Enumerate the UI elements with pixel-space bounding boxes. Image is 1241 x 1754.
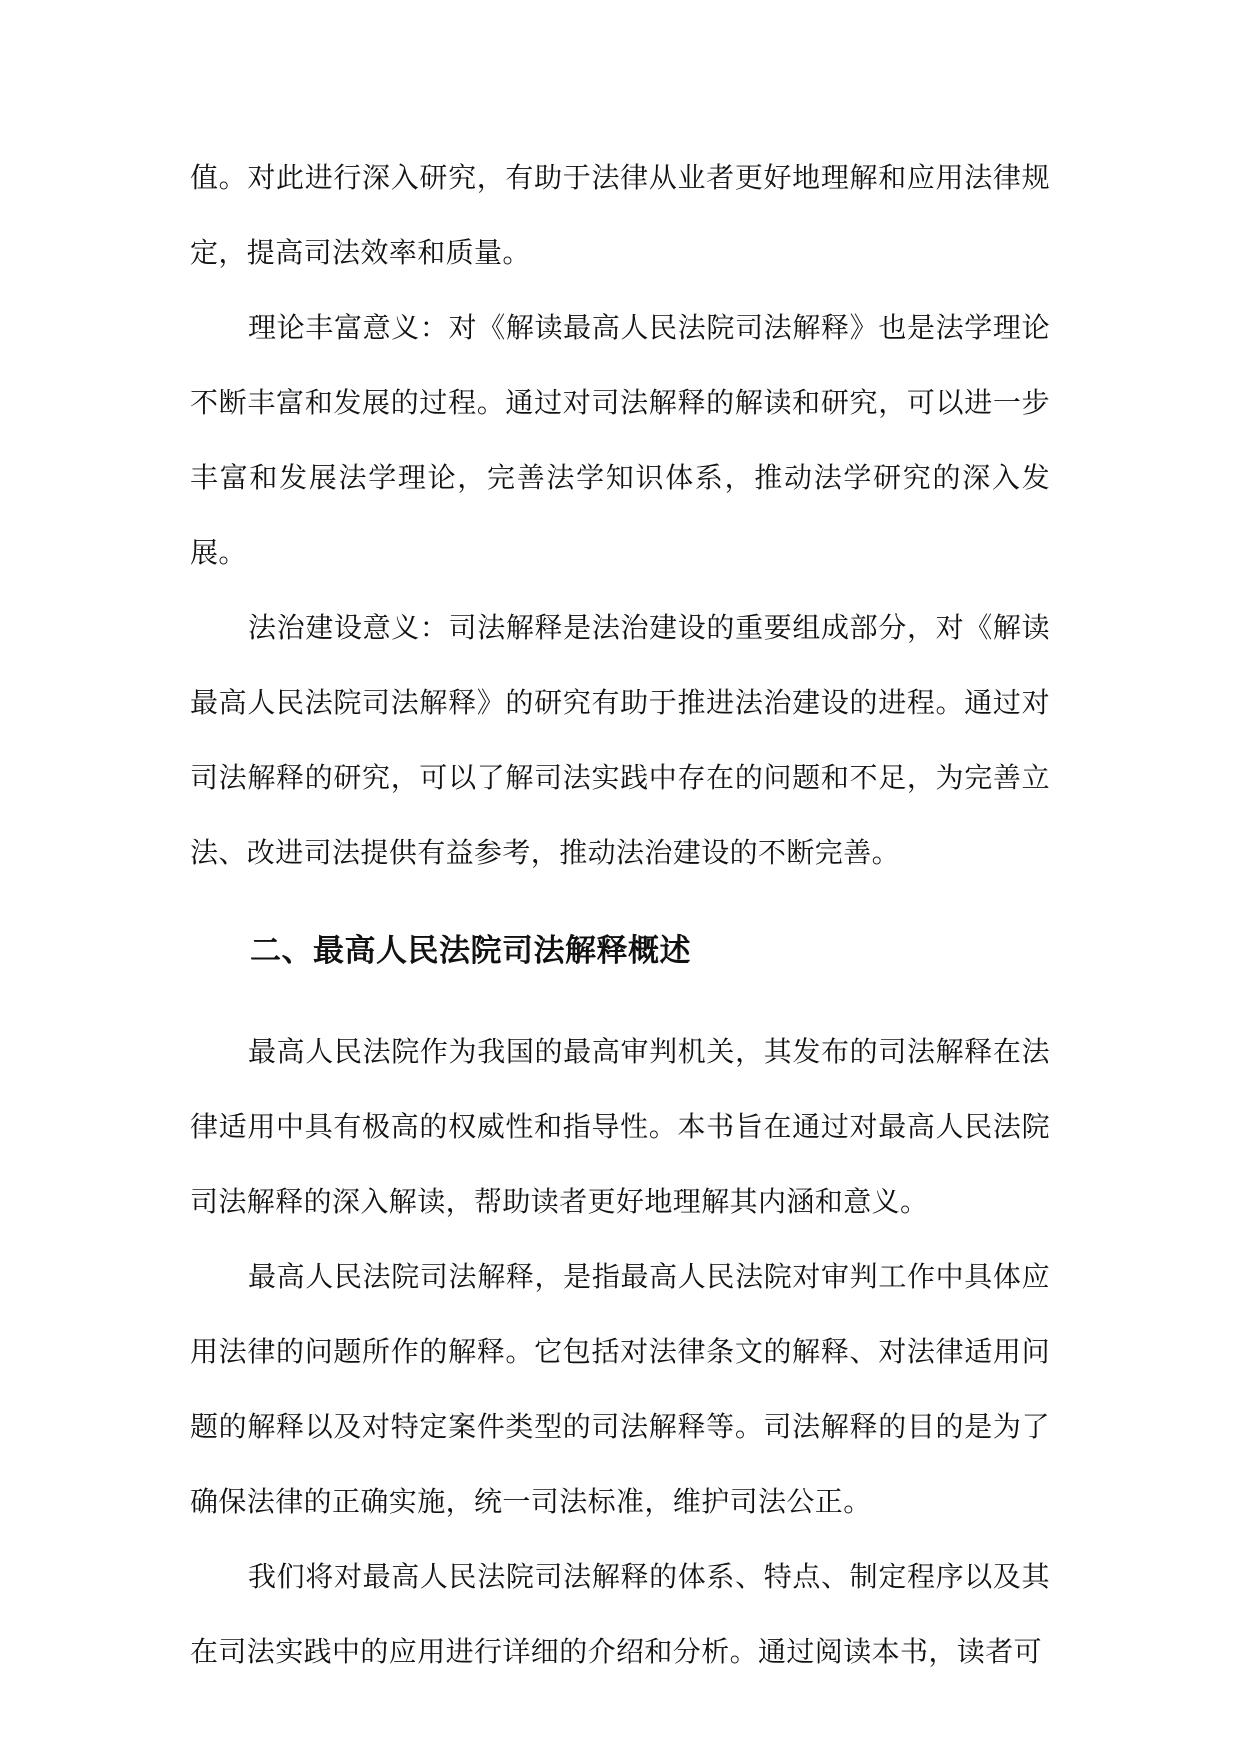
document-body bbox=[190, 140, 1050, 1689]
paragraph-book-overview: 我们将对最高人民法院司法解释的体系、特点、制定程序以及其在司法实践中的应用进行详细的介绍和分析。通过阅读本书，读者可 bbox=[190, 1560, 1050, 1668]
paragraph-rule-of-law-significance: 法治建设意义：司法解释是法治建设的重要组成部分，对《解读最高人民法院司法解释》的研究有助于推进法治建设的进程。通过对司法解释的研究，可以了解司法实践中存在的问题和不足，为完善立法、改进司法提供有益参考，推动法治建设的不断完善。 bbox=[190, 611, 1050, 869]
paragraph-interpretation-definition: 最高人民法院司法解释，是指最高人民法院对审判工作中具体应用法律的问题所作的解释。它包括对法律条文的解释、对法律适用问题的解释以及对特定案件类型的司法解释等。司法解释的目的是为了确保法律的正确实施，统一司法标准，维护司法公正。 bbox=[190, 1260, 1050, 1518]
section-heading: 二、最高人民法院司法解释概述 bbox=[250, 933, 691, 969]
paragraph-continuation: 值。对此进行深入研究，有助于法律从业者更好地理解和应用法律规定，提高司法效率和质量。 bbox=[190, 161, 1050, 269]
paragraph-court-authority: 最高人民法院作为我国的最高审判机关，其发布的司法解释在法律适用中具有极高的权威性和指导性。本书旨在通过对最高人民法院司法解释的深入解读，帮助读者更好地理解其内涵和意义。 bbox=[190, 1035, 1050, 1218]
paragraph-theory-significance: 理论丰富意义：对《解读最高人民法院司法解释》也是法学理论不断丰富和发展的过程。通过对司法解释的解读和研究，可以进一步丰富和发展法学理论，完善法学知识体系，推动法学研究的深入发展。 bbox=[190, 311, 1050, 569]
